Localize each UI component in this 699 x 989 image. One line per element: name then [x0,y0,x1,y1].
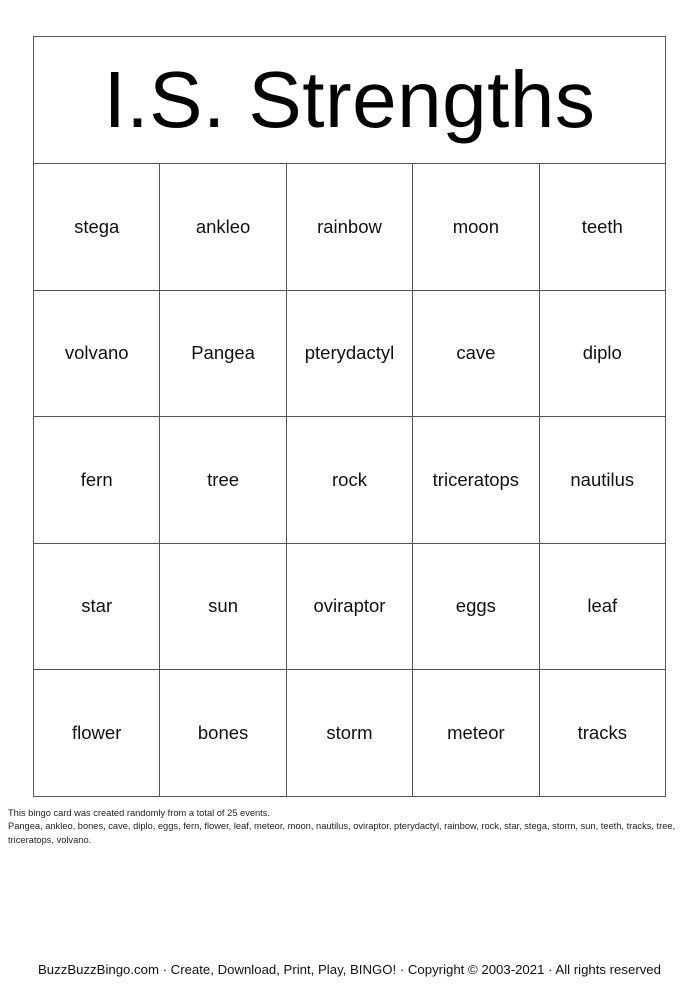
bingo-cell: star [34,543,160,670]
bingo-cell: stega [34,164,160,291]
card-summary: This bingo card was created randomly from a total of 25 events. [8,808,270,818]
bingo-cell: oviraptor [286,543,412,670]
bingo-cell: pterydactyl [286,290,412,417]
bingo-cell: tracks [539,670,665,797]
bingo-cell: meteor [413,670,539,797]
bingo-cell: nautilus [539,417,665,544]
bingo-cell: teeth [539,164,665,291]
card-info [8,807,692,847]
bingo-cell: sun [160,543,286,670]
bingo-cell: triceratops [413,417,539,544]
bingo-cell: ankleo [160,164,286,291]
bingo-cell: fern [34,417,160,544]
bingo-cell: eggs [413,543,539,670]
bingo-cell: Pangea [160,290,286,417]
card-row-3 [34,417,666,544]
bingo-cell: leaf [539,543,665,670]
bingo-cell: diplo [539,290,665,417]
card-row-1 [34,164,666,291]
bingo-cell: bones [160,670,286,797]
bingo-cell: storm [286,670,412,797]
footer-copyright: BuzzBuzzBingo.com · Create, Download, Print, Play, BINGO! · Copyright © 2003-2021 · All rights reserved [38,962,661,977]
card-title: I.S. Strengths [34,37,666,164]
bingo-cell: moon [413,164,539,291]
bingo-cell: rainbow [286,164,412,291]
bingo-cell: flower [34,670,160,797]
bingo-cell: rock [286,417,412,544]
card-row-2 [34,290,666,417]
card-row-4 [34,543,666,670]
bingo-cell: cave [413,290,539,417]
bingo-cell: tree [160,417,286,544]
card-row-5 [34,670,666,797]
event-list: Pangea, ankleo, bones, cave, diplo, eggs, fern, flower, leaf, meteor, moon, nautilus, oviraptor, pterydactyl, rainbow, rock, star, stega, storm, sun, teeth, tracks, tree, triceratops, volvano. [8,821,676,845]
bingo-card [33,36,666,797]
bingo-cell: volvano [34,290,160,417]
